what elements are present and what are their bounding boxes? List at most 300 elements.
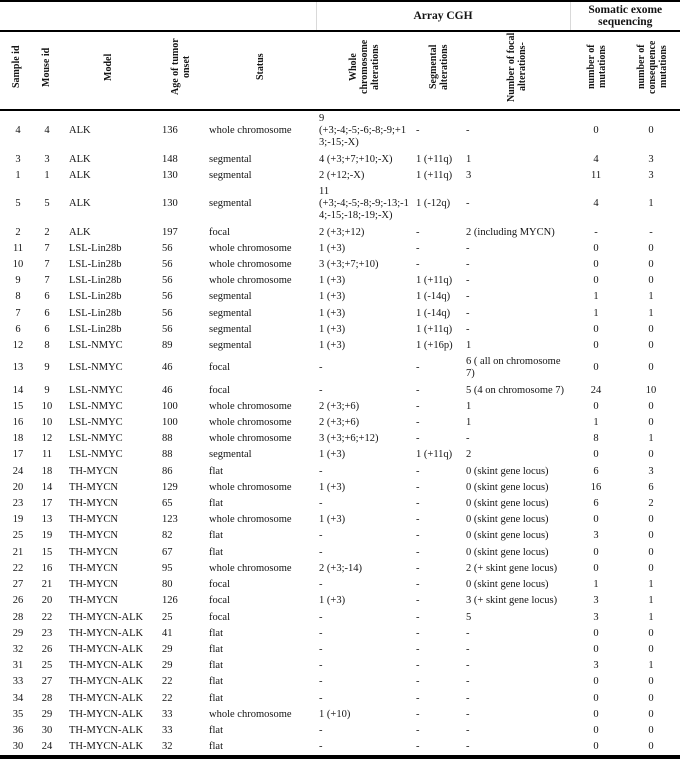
age-of-tumor-onset-cell: 89 [162, 340, 173, 352]
sample-id-cell: 7 [15, 307, 21, 319]
sample-id-cell: 22 [12, 562, 24, 574]
status-cell: flat [209, 724, 223, 736]
number-of-consequence-mutations-cell: 2 [648, 498, 654, 510]
column-header-label: Mouse id [40, 47, 52, 87]
number-of-focal-alterations-cell: - [466, 627, 470, 639]
whole-chromosome-alterations-cell: 2 (+3;-14) [319, 562, 362, 574]
status-cell: whole chromosome [209, 242, 292, 254]
age-of-tumor-onset-cell: 88 [162, 433, 173, 445]
segmental-alterations-cell: - [416, 481, 420, 493]
model-cell: TH-MYCN-ALK [69, 643, 144, 655]
model-cell: TH-MYCN-ALK [69, 627, 144, 639]
bottom-double-rule [0, 755, 680, 759]
number-of-consequence-mutations-cell: 0 [648, 724, 654, 736]
column-header-label: Number of focal alterations- [506, 32, 529, 102]
number-of-mutations-cell: 8 [593, 433, 599, 445]
segmental-alterations-cell: - [416, 384, 420, 396]
table-row [0, 610, 680, 626]
whole-chromosome-alterations-cell: - [319, 692, 323, 704]
table-row [0, 642, 680, 658]
status-cell: segmental [209, 198, 252, 210]
sample-id-cell: 14 [12, 384, 24, 396]
number-of-focal-alterations-cell: - [466, 724, 470, 736]
sample-id-cell: 20 [12, 481, 24, 493]
number-of-focal-alterations-cell: 5 (4 on chromosome 7) [466, 384, 565, 396]
age-of-tumor-onset-cell: 25 [162, 611, 173, 623]
table-row [0, 306, 680, 322]
status-cell: focal [209, 362, 230, 374]
number-of-mutations-cell: 0 [593, 514, 599, 526]
mouse-id-cell: 1 [44, 169, 50, 181]
status-cell: focal [209, 611, 230, 623]
number-of-focal-alterations-cell: 1 [466, 153, 472, 165]
number-of-focal-alterations-cell: - [466, 643, 470, 655]
number-of-consequence-mutations-cell: 0 [648, 741, 654, 753]
model-cell: ALK [69, 169, 91, 181]
table-row [0, 593, 680, 609]
number-of-focal-alterations-cell: - [466, 323, 470, 335]
status-cell: flat [209, 465, 223, 477]
number-of-focal-alterations-cell: 1 [466, 400, 472, 412]
whole-chromosome-alterations-cell: 1 (+3) [319, 340, 346, 352]
whole-chromosome-alterations-cell: - [319, 660, 323, 672]
number-of-mutations-cell: 24 [590, 384, 602, 396]
number-of-focal-alterations-cell: 6 ( all on chromosome 7) [466, 356, 561, 380]
number-of-mutations-cell: 0 [593, 340, 599, 352]
mouse-id-cell: 10 [41, 400, 53, 412]
age-of-tumor-onset-cell: 56 [162, 275, 173, 287]
status-cell: flat [209, 692, 223, 704]
number-of-focal-alterations-cell: - [466, 433, 470, 445]
whole-chromosome-alterations-cell: - [319, 676, 323, 688]
segmental-alterations-cell: - [416, 226, 420, 238]
number-of-mutations-cell: 1 [593, 579, 599, 591]
segmental-alterations-cell: - [416, 611, 420, 623]
mouse-id-cell: 12 [41, 433, 53, 445]
status-cell: whole chromosome [209, 417, 292, 429]
model-cell: TH-MYCN-ALK [69, 708, 144, 720]
segmental-alterations-cell: - [416, 676, 420, 688]
whole-chromosome-alterations-cell: 2 (+12;-X) [319, 169, 365, 181]
mouse-id-cell: 26 [41, 643, 53, 655]
number-of-consequence-mutations-cell: 1 [648, 660, 654, 672]
number-of-mutations-cell: 1 [593, 291, 599, 303]
number-of-consequence-mutations-cell: 0 [648, 275, 654, 287]
number-of-focal-alterations-cell: - [466, 242, 470, 254]
age-of-tumor-onset-cell: 46 [162, 362, 173, 374]
number-of-mutations-cell: 0 [593, 242, 599, 254]
group-header-somatic-exome-sequencing: Somatic exome sequencing [570, 1, 680, 31]
number-of-mutations-cell: 16 [590, 481, 602, 493]
mouse-id-cell: 3 [44, 153, 50, 165]
whole-chromosome-alterations-cell: - [319, 741, 323, 753]
table-row [0, 383, 680, 399]
column-header-number-of-consequence-mutations [624, 31, 680, 110]
number-of-focal-alterations-cell: - [466, 307, 470, 319]
age-of-tumor-onset-cell: 46 [162, 384, 173, 396]
table-row [0, 168, 680, 184]
number-of-mutations-cell: 0 [593, 362, 599, 374]
age-of-tumor-onset-cell: 136 [162, 125, 178, 137]
number-of-mutations-cell: 0 [593, 546, 599, 558]
age-of-tumor-onset-cell: 22 [162, 692, 173, 704]
segmental-alterations-cell: - [416, 400, 420, 412]
number-of-consequence-mutations-cell: 3 [648, 169, 654, 181]
whole-chromosome-alterations-cell: - [319, 579, 323, 591]
sample-id-cell: 18 [12, 433, 24, 445]
number-of-consequence-mutations-cell: 0 [648, 708, 654, 720]
age-of-tumor-onset-cell: 100 [162, 400, 178, 412]
segmental-alterations-cell: - [416, 562, 420, 574]
whole-chromosome-alterations-cell: 9 (+3;-4;-5;-6;-8;-9;+13;-15;-X) [319, 113, 407, 149]
group-header-row [0, 1, 680, 31]
sample-id-cell: 36 [12, 724, 24, 736]
mouse-id-cell: 7 [44, 242, 50, 254]
whole-chromosome-alterations-cell: 2 (+3;+6) [319, 417, 360, 429]
whole-chromosome-alterations-cell: 1 (+3) [319, 275, 346, 287]
column-header-row [0, 31, 680, 110]
mouse-id-cell: 4 [44, 125, 50, 137]
age-of-tumor-onset-cell: 56 [162, 242, 173, 254]
model-cell: LSL-NMYC [69, 449, 123, 461]
table-row [0, 674, 680, 690]
number-of-focal-alterations-cell: 0 (skint gene locus) [466, 546, 549, 558]
number-of-focal-alterations-cell: 0 (skint gene locus) [466, 465, 549, 477]
number-of-focal-alterations-cell: 1 [466, 417, 472, 429]
age-of-tumor-onset-cell: 197 [162, 226, 178, 238]
model-cell: TH-MYCN-ALK [69, 724, 144, 736]
mouse-id-cell: 19 [41, 530, 53, 542]
status-cell: whole chromosome [209, 400, 292, 412]
model-cell: ALK [69, 198, 91, 210]
number-of-mutations-cell: 1 [593, 417, 599, 429]
number-of-mutations-cell: 4 [593, 198, 599, 210]
whole-chromosome-alterations-cell: 1 (+3) [319, 481, 346, 493]
sample-id-cell: 31 [12, 660, 24, 672]
sample-id-cell: 23 [12, 498, 24, 510]
sample-id-cell: 26 [12, 595, 24, 607]
model-cell: LSL-NMYC [69, 340, 123, 352]
model-cell: LSL-Lin28b [69, 323, 122, 335]
table-row [0, 415, 680, 431]
number-of-focal-alterations-cell: - [466, 291, 470, 303]
table-row [0, 545, 680, 561]
number-of-mutations-cell: 0 [593, 400, 599, 412]
column-header-age-of-tumor-onset [157, 31, 204, 110]
model-cell: TH-MYCN [69, 579, 118, 591]
column-header-label: Model [103, 53, 114, 81]
age-of-tumor-onset-cell: 65 [162, 498, 173, 510]
model-cell: TH-MYCN-ALK [69, 611, 144, 623]
age-of-tumor-onset-cell: 29 [162, 660, 173, 672]
model-cell: LSL-NMYC [69, 417, 123, 429]
sample-id-cell: 24 [12, 465, 24, 477]
sample-id-cell: 27 [12, 579, 24, 591]
segmental-alterations-cell: 1 (+11q) [416, 323, 453, 335]
column-header-label: Age of tumor onset [169, 38, 192, 96]
number-of-consequence-mutations-cell: 1 [648, 595, 654, 607]
number-of-mutations-cell: 0 [593, 259, 599, 271]
age-of-tumor-onset-cell: 33 [162, 724, 173, 736]
number-of-focal-alterations-cell: - [466, 660, 470, 672]
column-header-sample-id [0, 31, 32, 110]
sample-id-cell: 3 [15, 153, 21, 165]
number-of-consequence-mutations-cell: - [649, 226, 653, 238]
number-of-mutations-cell: 0 [593, 449, 599, 461]
table-row [0, 110, 680, 152]
model-cell: LSL-Lin28b [69, 291, 122, 303]
mouse-id-cell: 23 [41, 627, 53, 639]
table-row [0, 691, 680, 707]
model-cell: LSL-NMYC [69, 400, 123, 412]
segmental-alterations-cell: 1 (-14q) [416, 307, 451, 319]
whole-chromosome-alterations-cell: 1 (+3) [319, 514, 346, 526]
mouse-id-cell: 20 [41, 595, 53, 607]
age-of-tumor-onset-cell: 33 [162, 708, 173, 720]
number-of-focal-alterations-cell: 0 (skint gene locus) [466, 481, 549, 493]
age-of-tumor-onset-cell: 126 [162, 595, 178, 607]
age-of-tumor-onset-cell: 86 [162, 465, 173, 477]
sample-id-cell: 34 [12, 692, 24, 704]
status-cell: flat [209, 530, 223, 542]
number-of-consequence-mutations-cell: 0 [648, 530, 654, 542]
column-header-label: Sample id [10, 45, 22, 89]
status-cell: segmental [209, 169, 252, 181]
age-of-tumor-onset-cell: 130 [162, 198, 178, 210]
sample-id-cell: 10 [12, 259, 24, 271]
age-of-tumor-onset-cell: 129 [162, 481, 178, 493]
column-header-mouse-id [32, 31, 60, 110]
number-of-consequence-mutations-cell: 0 [648, 362, 654, 374]
whole-chromosome-alterations-cell: 1 (+3) [319, 242, 346, 254]
whole-chromosome-alterations-cell: - [319, 498, 323, 510]
number-of-mutations-cell: 0 [593, 741, 599, 753]
number-of-focal-alterations-cell: - [466, 708, 470, 720]
column-header-number-of-focal-alterations [464, 31, 570, 110]
age-of-tumor-onset-cell: 67 [162, 546, 173, 558]
number-of-mutations-cell: 0 [593, 676, 599, 688]
number-of-consequence-mutations-cell: 3 [648, 465, 654, 477]
mouse-id-cell: 30 [41, 724, 53, 736]
table-row [0, 241, 680, 257]
sample-id-cell: 8 [15, 291, 21, 303]
age-of-tumor-onset-cell: 88 [162, 449, 173, 461]
segmental-alterations-cell: 1 (+16p) [416, 340, 453, 352]
number-of-consequence-mutations-cell: 0 [648, 323, 654, 335]
model-cell: TH-MYCN [69, 595, 118, 607]
age-of-tumor-onset-cell: 95 [162, 562, 173, 574]
number-of-mutations-cell: 3 [593, 611, 599, 623]
mouse-id-cell: 9 [44, 362, 50, 374]
table-row [0, 561, 680, 577]
model-cell: ALK [69, 226, 91, 238]
age-of-tumor-onset-cell: 56 [162, 291, 173, 303]
status-cell: flat [209, 676, 223, 688]
mouse-id-cell: 15 [41, 546, 53, 558]
age-of-tumor-onset-cell: 148 [162, 153, 178, 165]
number-of-mutations-cell: 0 [593, 692, 599, 704]
whole-chromosome-alterations-cell: 1 (+3) [319, 449, 346, 461]
status-cell: flat [209, 741, 223, 753]
number-of-mutations-cell: 0 [593, 323, 599, 335]
model-cell: TH-MYCN [69, 562, 118, 574]
status-cell: whole chromosome [209, 125, 292, 137]
whole-chromosome-alterations-cell: - [319, 384, 323, 396]
whole-chromosome-alterations-cell: 2 (+3;+12) [319, 226, 365, 238]
segmental-alterations-cell: - [416, 595, 420, 607]
segmental-alterations-cell: - [416, 242, 420, 254]
whole-chromosome-alterations-cell: - [319, 643, 323, 655]
number-of-consequence-mutations-cell: 1 [648, 291, 654, 303]
number-of-consequence-mutations-cell: 0 [648, 242, 654, 254]
segmental-alterations-cell: 1 (+11q) [416, 153, 453, 165]
number-of-mutations-cell: 6 [593, 465, 599, 477]
sample-id-cell: 5 [15, 198, 21, 210]
mouse-id-cell: 7 [44, 275, 50, 287]
sample-id-cell: 11 [12, 242, 24, 254]
number-of-focal-alterations-cell: - [466, 125, 470, 137]
number-of-mutations-cell: 11 [590, 169, 602, 181]
segmental-alterations-cell: - [416, 660, 420, 672]
status-cell: flat [209, 660, 223, 672]
number-of-focal-alterations-cell: 1 [466, 340, 472, 352]
mouse-id-cell: 13 [41, 514, 53, 526]
number-of-focal-alterations-cell: - [466, 741, 470, 753]
sample-id-cell: 25 [12, 530, 24, 542]
status-cell: whole chromosome [209, 275, 292, 287]
table-row [0, 739, 680, 755]
table-row [0, 273, 680, 289]
number-of-mutations-cell: 6 [593, 498, 599, 510]
number-of-focal-alterations-cell: 2 (+ skint gene locus) [466, 562, 558, 574]
number-of-mutations-cell: 1 [593, 307, 599, 319]
whole-chromosome-alterations-cell: - [319, 611, 323, 623]
model-cell: TH-MYCN [69, 546, 118, 558]
number-of-consequence-mutations-cell: 0 [648, 259, 654, 271]
status-cell: segmental [209, 307, 252, 319]
number-of-mutations-cell: 0 [593, 275, 599, 287]
table-row [0, 257, 680, 273]
whole-chromosome-alterations-cell: 1 (+3) [319, 323, 346, 335]
model-cell: ALK [69, 125, 91, 137]
sample-id-cell: 13 [12, 362, 24, 374]
number-of-mutations-cell: 3 [593, 530, 599, 542]
model-cell: TH-MYCN-ALK [69, 741, 144, 753]
table-row [0, 338, 680, 354]
column-header-model [60, 31, 157, 110]
table-row [0, 707, 680, 723]
column-header-label: number of mutations [586, 44, 609, 90]
column-header-segmental-alterations [413, 31, 464, 110]
segmental-alterations-cell: - [416, 724, 420, 736]
segmental-alterations-cell: 1 (+11q) [416, 169, 453, 181]
number-of-consequence-mutations-cell: 0 [648, 627, 654, 639]
number-of-consequence-mutations-cell: 0 [648, 449, 654, 461]
number-of-consequence-mutations-cell: 0 [648, 546, 654, 558]
sample-id-cell: 15 [12, 400, 24, 412]
status-cell: flat [209, 498, 223, 510]
sample-id-cell: 6 [15, 323, 21, 335]
number-of-mutations-cell: 4 [593, 153, 599, 165]
number-of-consequence-mutations-cell: 0 [648, 400, 654, 412]
mouse-id-cell: 9 [44, 384, 50, 396]
segmental-alterations-cell: 1 (+11q) [416, 275, 453, 287]
whole-chromosome-alterations-cell: 1 (+3) [319, 307, 346, 319]
model-cell: LSL-Lin28b [69, 242, 122, 254]
number-of-focal-alterations-cell: - [466, 692, 470, 704]
number-of-consequence-mutations-cell: 1 [648, 433, 654, 445]
age-of-tumor-onset-cell: 100 [162, 417, 178, 429]
whole-chromosome-alterations-cell: 3 (+3;+7;+10) [319, 259, 379, 271]
number-of-focal-alterations-cell: - [466, 259, 470, 271]
sample-id-cell: 35 [12, 708, 24, 720]
status-cell: segmental [209, 291, 252, 303]
table-row [0, 225, 680, 241]
table-head [0, 1, 680, 110]
number-of-consequence-mutations-cell: 0 [648, 514, 654, 526]
mouse-id-cell: 7 [44, 259, 50, 271]
mouse-id-cell: 6 [44, 291, 50, 303]
model-cell: TH-MYCN-ALK [69, 676, 144, 688]
segmental-alterations-cell: - [416, 530, 420, 542]
number-of-consequence-mutations-cell: 1 [648, 579, 654, 591]
column-header-number-of-mutations [570, 31, 624, 110]
sample-id-cell: 17 [12, 449, 24, 461]
table-row [0, 447, 680, 463]
table-row [0, 322, 680, 338]
whole-chromosome-alterations-cell: - [319, 627, 323, 639]
whole-chromosome-alterations-cell: 3 (+3;+6;+12) [319, 433, 379, 445]
number-of-focal-alterations-cell: 0 (skint gene locus) [466, 579, 549, 591]
status-cell: whole chromosome [209, 433, 292, 445]
whole-chromosome-alterations-cell: 1 (+3) [319, 595, 346, 607]
table-row [0, 512, 680, 528]
whole-chromosome-alterations-cell: - [319, 546, 323, 558]
whole-chromosome-alterations-cell: 1 (+10) [319, 708, 351, 720]
table-body [0, 110, 680, 755]
sample-id-cell: 29 [12, 627, 24, 639]
number-of-consequence-mutations-cell: 0 [648, 562, 654, 574]
table-row [0, 184, 680, 225]
status-cell: flat [209, 546, 223, 558]
sample-id-cell: 1 [15, 169, 21, 181]
mouse-id-cell: 18 [41, 465, 53, 477]
whole-chromosome-alterations-cell: - [319, 530, 323, 542]
model-cell: LSL-NMYC [69, 362, 123, 374]
mouse-id-cell: 8 [44, 340, 50, 352]
number-of-focal-alterations-cell: 5 [466, 611, 472, 623]
mouse-id-cell: 6 [44, 307, 50, 319]
model-cell: LSL-NMYC [69, 384, 123, 396]
number-of-focal-alterations-cell: 3 [466, 169, 472, 181]
number-of-mutations-cell: 0 [593, 125, 599, 137]
status-cell: segmental [209, 340, 252, 352]
number-of-consequence-mutations-cell: 0 [648, 417, 654, 429]
sample-id-cell: 12 [12, 340, 24, 352]
age-of-tumor-onset-cell: 29 [162, 643, 173, 655]
status-cell: segmental [209, 323, 252, 335]
segmental-alterations-cell: - [416, 259, 420, 271]
age-of-tumor-onset-cell: 56 [162, 323, 173, 335]
status-cell: whole chromosome [209, 514, 292, 526]
segmental-alterations-cell: 1 (+11q) [416, 449, 453, 461]
table-row [0, 480, 680, 496]
mouse-id-cell: 10 [41, 417, 53, 429]
sample-id-cell: 30 [12, 741, 24, 753]
sample-id-cell: 19 [12, 514, 24, 526]
segmental-alterations-cell: - [416, 546, 420, 558]
number-of-consequence-mutations-cell: 0 [648, 676, 654, 688]
